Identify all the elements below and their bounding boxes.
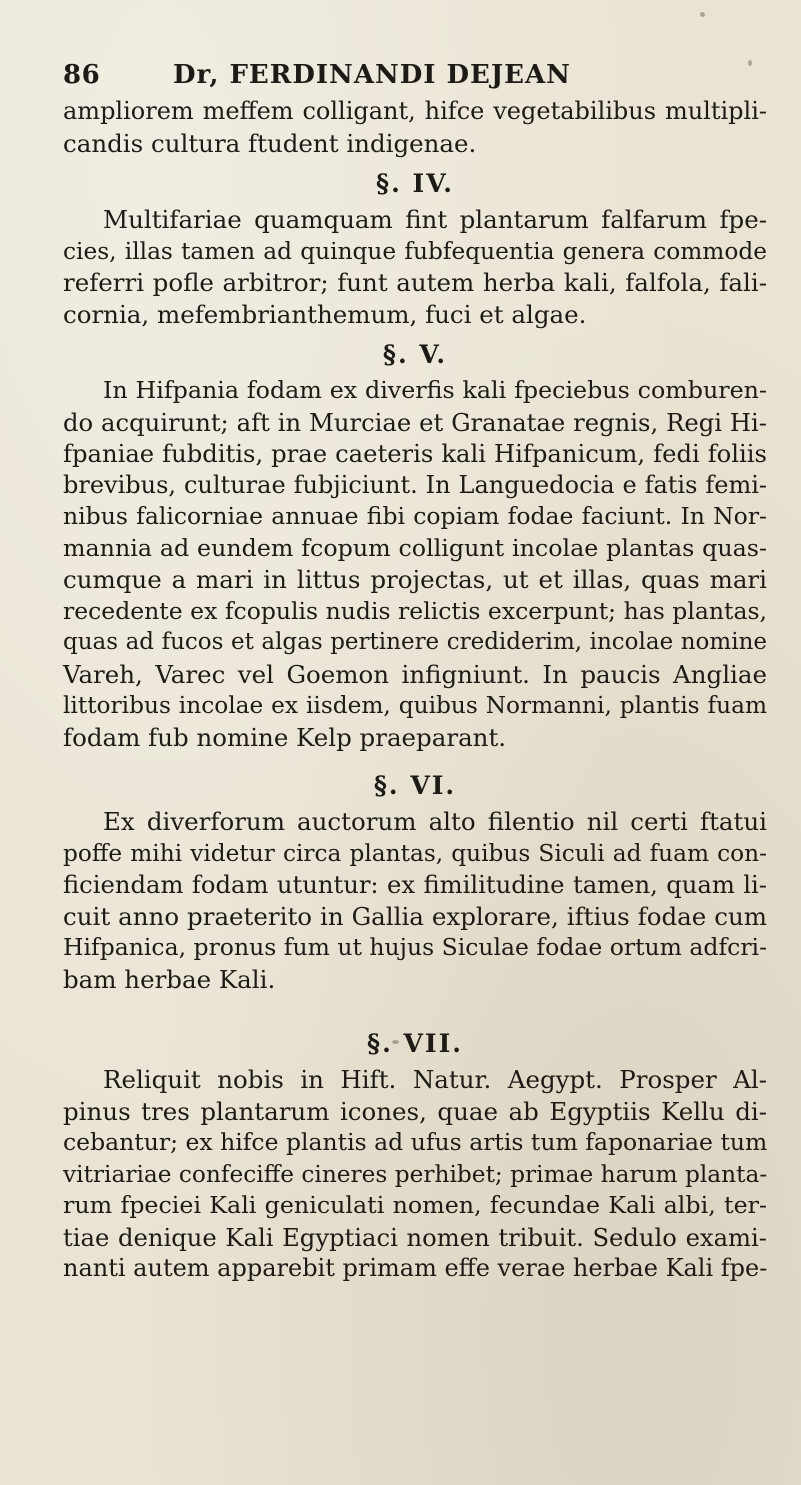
text-line: cuit anno praeterito in Gallia explorare, iftius fodae cum [63, 901, 767, 931]
text-line: nanti autem apparebit primam effe verae herbae Kali fpe- [63, 1254, 768, 1282]
text-line: Hifpanica, pronus fum ut hujus Siculae fodae ortum adfcri- [63, 933, 768, 961]
text-line: referri pofle arbitror; funt autem herba kali, falfola, fali- [63, 268, 767, 297]
section-heading-vii: §. VII. [367, 1029, 463, 1058]
running-head [63, 60, 767, 90]
text-line: littoribus incolae ex iisdem, quibus Normanni, plantis fuam [63, 692, 767, 719]
text-line: mannia ad eundem fcopum colligunt incolae plantas quas- [63, 533, 767, 562]
paragraph-section-v [63, 375, 767, 753]
running-head-title: Dr, FERDINANDI DEJEAN [173, 60, 571, 90]
text-line: do acquirunt; aft in Murciae et Granatae regnis, Regi Hi- [63, 407, 767, 437]
text-line: Reliquit nobis in Hift. Natur. Aegypt. Prosper Al- [103, 1065, 767, 1094]
page-number: 86 [63, 60, 101, 90]
paragraph-section-iv [63, 204, 767, 330]
text-line: vitriariae confeciffe cineres perhibet; primae harum planta- [63, 1160, 768, 1188]
text-line: quas ad fucos et algas pertinere crediderim, incolae nomine [63, 629, 767, 655]
ink-speck [392, 1040, 399, 1044]
ink-speck [748, 60, 752, 66]
text-line: pinus tres plantarum icones, quae ab Egyptiis Kellu di- [63, 1096, 767, 1126]
text-line: Ex diverforum auctorum alto filentio nil certi ftatui [103, 807, 767, 836]
text-line: nibus falicorniae annuae fibi copiam fodae faciunt. In Nor- [63, 502, 767, 530]
text-line: cies, illas tamen ad quinque fubfequentia genera commode [63, 237, 767, 265]
text-line: cumque a mari in littus projectas, ut et illas, quas mari [63, 565, 767, 594]
text-line: fpaniae fubditis, prae caeteris kali Hifpanicum, fedi foliis [63, 439, 767, 468]
text-line: poffe mihi videtur circa plantas, quibus Siculi ad fuam con- [63, 839, 767, 867]
text-line: Vareh, Varec vel Goemon infigniunt. In paucis Angliae [63, 659, 767, 689]
text-line: In Hifpania fodam ex diverfis kali fpeciebus comburen- [103, 376, 767, 404]
text-line: Multifariae quamquam fint plantarum falfarum fpe- [103, 205, 767, 234]
text-line: recedente ex fcopulis nudis relictis excerpunt; has plantas, [63, 596, 767, 625]
text-line: ampliorem meffem colligant, hifce vegetabilibus multipli- [63, 97, 767, 125]
ink-speck [700, 12, 705, 17]
paragraph-section-vii [63, 1064, 767, 1285]
section-heading-v: §. V. [382, 340, 448, 369]
text-line: candis cultura ftudent indigenae. [63, 128, 477, 158]
text-line: fodam fub nomine Kelp praeparant. [63, 722, 507, 752]
section-heading-iv: §. IV. [376, 169, 454, 198]
text-line: rum fpeciei Kali geniculati nomen, fecundae Kali albi, ter- [63, 1191, 767, 1219]
text-line: brevibus, culturae fubjiciunt. In Languedocia e fatis femi- [63, 470, 767, 499]
text-line: cornia, mefembrianthemum, fuci et algae. [63, 299, 587, 329]
text-line: cebantur; ex hifce plantis ad ufus artis tum faponariae tum [63, 1128, 768, 1156]
text-line: ficiendam fodam utuntur: ex fimilitudine tamen, quam li- [63, 870, 767, 899]
text-line: tiae denique Kali Egyptiaci nomen tribuit. Sedulo exami- [63, 1222, 767, 1252]
section-heading-vi: §. VI. [373, 771, 457, 800]
text-line: bam herbae Kali. [63, 964, 276, 994]
paragraph-intro [63, 96, 767, 159]
paragraph-section-vi [63, 806, 767, 995]
